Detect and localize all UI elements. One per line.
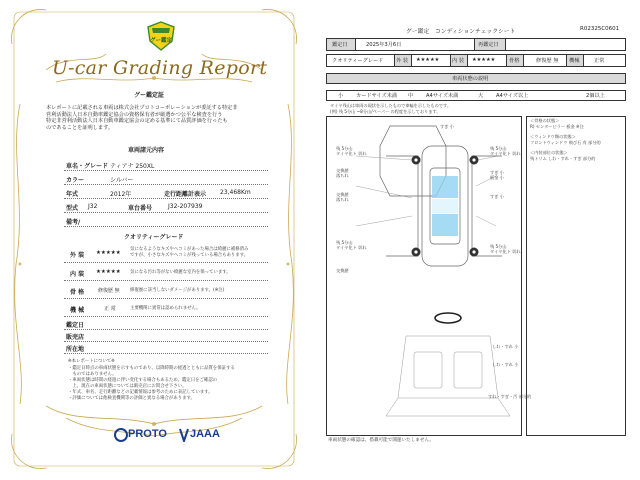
mechanics-desc: 主要機関に異常は認められません。	[130, 306, 201, 311]
date-label: 鑑定日	[332, 42, 348, 48]
logo-text: グー鑑定	[150, 38, 173, 44]
annotation: 交換歴 落ちれ	[336, 168, 349, 179]
annotation: 残 5分山 タイヤ化ト 切れ	[490, 244, 521, 255]
interior-desc: 気になる汚れ等がない綺麗な室内を保っています。	[130, 270, 231, 275]
color-value: シルバー	[110, 177, 134, 184]
year-label: 年式	[66, 191, 79, 198]
note-line: ・評価については他検査機関等の評価と異なる場合があります。	[68, 396, 195, 401]
sheet-frame-label: 骨格	[509, 58, 520, 64]
note-line: ものではありません。	[68, 372, 117, 377]
frame-value: 修復歴 無	[98, 288, 120, 294]
annotation: 残 5分山 タイヤ化ト 切れ	[336, 240, 367, 251]
intro-text	[46, 105, 238, 131]
ext-label: 外 装	[396, 58, 409, 64]
remarks-label: 備考/	[66, 219, 81, 226]
note-frame-item: R) センターピラー 板金 ※注	[530, 124, 584, 129]
note-window-item: フロントウィンドウ 飛び石 有 部分的	[530, 140, 601, 145]
car-top-view-diagram	[326, 116, 522, 436]
note-line: 上、現在の車両状態については販売店にお問合せ下さい。	[68, 384, 187, 389]
tire-count-label: 2個以上	[586, 93, 605, 99]
int-label: 内 装	[452, 58, 465, 64]
report-subtitle: グー鑑定証	[134, 92, 165, 99]
quality-section-title: クオリティーグレード	[124, 234, 184, 241]
intro-line: 営利活動法人日本自動車鑑定協会の資格保有者が厳選かつ公平な検査を行う	[46, 111, 223, 118]
annotation: すぎ 小 板金 小	[490, 170, 504, 181]
model-grade-label: 車名・グレード	[66, 163, 109, 170]
frame-label: 骨 格	[70, 289, 85, 296]
exterior-label: 外 装	[70, 252, 85, 259]
annotation: すぎ 小	[490, 194, 504, 199]
annotation: 交換歴 落ちれ	[336, 192, 349, 203]
size-large: 大	[478, 93, 484, 99]
exterior-desc-1: 気になるようなキズやヘコミがあった場合は綺麗に補修済み	[130, 247, 249, 252]
note-interior-title: ＜内装部位の状態＞	[530, 150, 568, 155]
condition-section-title: 車両状態の説明	[452, 76, 489, 82]
jaaa-brand-text: JAAA	[190, 428, 220, 440]
chassis-value: J32-207939	[168, 203, 203, 210]
frame-desc: 修復歴に該当しないダメージがあります。(※注)	[130, 288, 225, 293]
chassis-label: 車台番号	[128, 205, 153, 212]
note-frame-title: ＜骨格の状態＞	[530, 118, 560, 123]
sheet-frame-value: 修復歴 無	[536, 58, 559, 64]
size-small: 小	[338, 93, 344, 99]
annotation: すれ・すぎ・汚 部分的	[488, 394, 532, 399]
intro-line: 特定非営利活動法人日本自動車鑑定協会の定める基準にて品質評価を行ったも	[46, 118, 228, 124]
sheet-mech-label: 機械	[569, 58, 580, 64]
ext-stars: ★★★★★	[416, 57, 440, 63]
notes-title: ※本レポートについて※	[68, 359, 115, 364]
quality-label: クオリティーグレード	[332, 58, 384, 64]
type-value: J32	[88, 203, 98, 210]
sheet-footer: 車両状態の確認は、搭載可能で開運いたしません。	[328, 438, 434, 443]
size-large-desc: A4サイズ以上	[496, 93, 529, 99]
tire-note-1: タイヤ残山は車両の現状を示したもので車輪を示したものです。	[330, 103, 452, 108]
type-label: 型式	[66, 205, 79, 212]
date-value: 2025年3月6日	[366, 42, 402, 48]
interior-stars: ★★★★★	[96, 269, 121, 275]
mechanics-label: 機 械	[70, 307, 85, 314]
appraisal-date-label: 鑑定日	[66, 322, 85, 329]
annotation: 残 5分山 タイヤ化ト 切れ	[490, 146, 521, 157]
color-label: カラー	[66, 177, 85, 184]
proto-brand-text: PROTO	[128, 428, 167, 440]
year-value: 2012年	[110, 191, 132, 198]
note-window-title: ＜ウィンドウ類の状態＞	[530, 134, 576, 139]
mechanics-value: 正 常	[104, 306, 116, 312]
size-small-desc: カードサイズ未満	[356, 93, 398, 99]
size-mid: 中	[408, 93, 414, 99]
sheet-mech-value: 正常	[594, 58, 605, 64]
note-line: ・年式、車名、走行距離などの記載情報は参考のために表記しています。	[68, 390, 213, 395]
condition-notes-box	[526, 116, 626, 436]
interior-label: 内 装	[70, 271, 85, 278]
annotation: 交換歴	[336, 268, 349, 273]
annotation: しわ・すれ 小	[492, 362, 519, 367]
goo-appraisal-logo	[146, 21, 176, 51]
vehicle-section-title: 車両諸元内容	[128, 147, 165, 154]
mileage-value: 23,468Km	[220, 189, 251, 196]
grading-certificate	[6, 4, 302, 474]
note-line: ・車両状態は時間の経過に伴い変化する場合もあるため、鑑定日をご確認の	[68, 378, 218, 383]
proto-mark-icon	[114, 428, 128, 442]
report-title: U-car Grading Report	[52, 57, 268, 79]
annotation: 残 5分山 タイヤ化ト 切れ	[336, 146, 367, 157]
annotation: すぎ 小	[440, 124, 454, 129]
note-line: ・鑑定日時点の車両状態を示すものであり、以降時期の経過とともに品質を保証する	[68, 366, 235, 371]
jaaa-mark-icon	[178, 428, 190, 442]
intro-line: のであることを証明します。	[46, 124, 114, 131]
condition-check-sheet	[322, 22, 634, 452]
exterior-stars: ★★★★★	[96, 250, 121, 256]
annotation: しわ・すれ 小	[492, 344, 519, 349]
note-interior-item: 残トリム しわ・すれ・すぎ 部分的	[530, 156, 596, 161]
tire-note-2: (例) 残 5分山 ~8分山/ペーパー の程度を示しております。	[330, 109, 441, 114]
exterior-desc-2: ですが、小さなキズやヘコミが残っている場合もあります。	[130, 253, 249, 258]
address-label: 所在地	[66, 346, 85, 353]
int-stars: ★★★★★	[472, 57, 496, 63]
shop-label: 販売店	[66, 334, 85, 341]
reappraisal-label: 再鑑定日	[478, 42, 499, 48]
model-grade-value: ティアナ 250XL	[110, 163, 155, 170]
size-mid-desc: A4サイズ未満	[426, 93, 459, 99]
report-id: R02325C0601	[580, 26, 620, 32]
intro-line: 本レポートに記載される車両は株式会社プロトコーポレーションが委託する特定非	[46, 105, 238, 111]
mileage-label: 走行距離計表示	[164, 191, 207, 198]
sheet-title: グー鑑定 コンディションチェックシート	[406, 29, 516, 35]
